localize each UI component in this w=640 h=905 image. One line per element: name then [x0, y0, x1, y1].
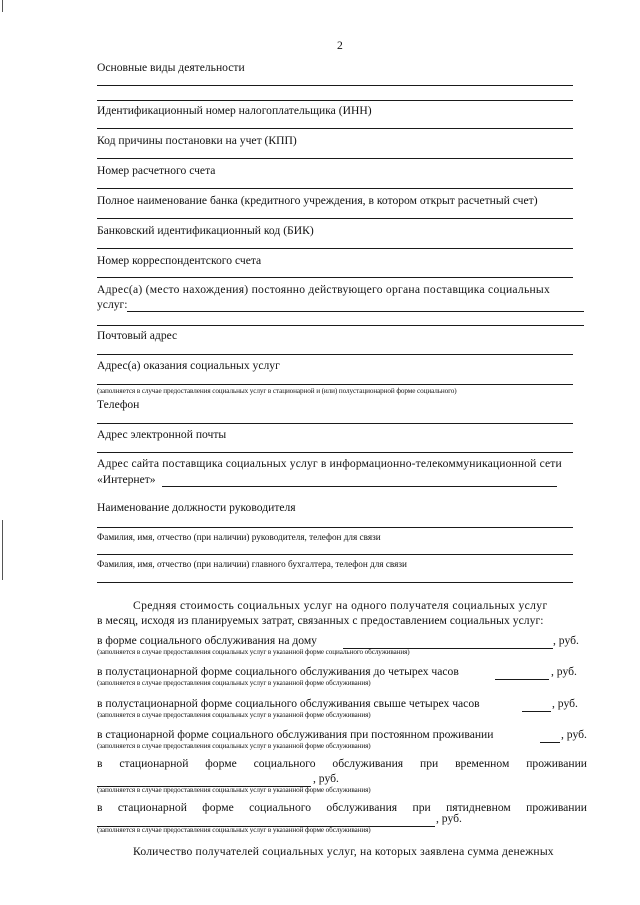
org-address-label-line2: услуг: — [97, 298, 128, 311]
cost-stat-permanent-label: в стационарной форме социального обслуживания при постоянном проживании — [97, 728, 494, 741]
website-label-line1: Адрес сайта поставщика социальных услуг в информационно-телекоммуникационной сети — [97, 457, 562, 470]
website-line — [162, 486, 557, 487]
scan-edge-mark — [2, 520, 3, 580]
accountant-name-label: Фамилия, имя, отчество (при наличии) главного бухгалтера, телефон для связи — [97, 559, 407, 569]
word: в — [97, 801, 103, 814]
main-activities-label: Основные виды деятельности — [97, 61, 245, 74]
cost-intro-line1: Средняя стоимость социальных услуг на одного получателя социальных услуг — [133, 599, 548, 612]
cost-stat-permanent-unit: , руб. — [561, 728, 587, 741]
phone-label: Телефон — [97, 398, 140, 411]
postal-address-line — [97, 354, 573, 355]
word: форме — [205, 757, 237, 770]
word: при — [412, 801, 431, 814]
inn-label: Идентификационный номер налогоплательщика (ИНН) — [97, 104, 372, 117]
cost-stat-temporary-note: (заполняется в случае предоставления социальных услуг в указанной форме обслуживания) — [97, 786, 371, 794]
org-address-label-line1: Адрес(а) (место нахождения) постоянно действующего органа поставщика социальных — [97, 283, 551, 296]
word: стационарной — [117, 801, 187, 814]
word: временном — [455, 757, 510, 770]
phone-line — [97, 423, 573, 424]
word: в — [97, 757, 103, 770]
website-label-line2: «Интернет» — [97, 473, 156, 486]
account-number-line — [97, 188, 573, 189]
main-activities-line-2 — [97, 100, 573, 101]
account-number-label: Номер расчетного счета — [97, 164, 216, 177]
kpp-label: Код причины постановки на учет (КПП) — [97, 134, 297, 147]
postal-address-label: Почтовый адрес — [97, 329, 178, 342]
word: социального — [253, 757, 316, 770]
bik-label: Банковский идентификационный код (БИК) — [97, 224, 314, 237]
cost-intro-line2: в месяц, исходя из планируемых затрат, связанных с предоставлением социальных услуг: — [97, 614, 544, 627]
main-activities-line-1 — [97, 85, 573, 86]
org-address-line-2 — [97, 325, 584, 326]
email-line — [97, 452, 573, 453]
corr-account-label: Номер корреспондентского счета — [97, 254, 262, 267]
page-number: 2 — [337, 39, 343, 52]
email-label: Адрес электронной почты — [97, 428, 227, 441]
word: пятидневном — [446, 801, 511, 814]
inn-line — [97, 128, 573, 129]
word: обслуживания — [332, 757, 404, 770]
cost-home-note: (заполняется в случае предоставления социальных услуг в указанной форме социального обслуживания) — [97, 648, 410, 656]
word: проживании — [526, 757, 587, 770]
cost-stat-permanent-note: (заполняется в случае предоставления социальных услуг в указанной форме обслуживания) — [97, 742, 371, 750]
cost-stat-temporary-label — [97, 757, 587, 770]
service-address-note: (заполняется в случае предоставления социальных услуг в стационарной и (или) полустационарной форме социального) — [97, 387, 457, 395]
corr-account-line — [97, 277, 573, 278]
head-position-line — [97, 527, 573, 528]
cost-stat-fiveday-unit: , руб. — [436, 812, 462, 825]
cost-semi-long-note: (заполняется в случае предоставления социальных услуг в указанной форме обслуживания) — [97, 711, 371, 719]
cost-stat-temporary-unit: , руб. — [313, 772, 339, 785]
cost-stat-permanent-field-line — [540, 742, 560, 743]
word: форме — [202, 801, 234, 814]
bik-line — [97, 248, 573, 249]
cost-semi-short-unit: , руб. — [551, 665, 577, 678]
cost-semi-long-unit: , руб. — [552, 697, 578, 710]
head-name-label: Фамилия, имя, отчество (при наличии) руководителя, телефон для связи — [97, 532, 381, 542]
word: социального — [249, 801, 312, 814]
word: обслуживания — [326, 801, 398, 814]
bank-name-line — [97, 218, 573, 219]
word: при — [419, 757, 439, 770]
cost-semi-short-note: (заполняется в случае предоставления социальных услуг в указанной форме обслуживания) — [97, 679, 371, 687]
cost-semi-long-label: в полустационарной форме социального обслуживания свыше четырех часов — [97, 697, 480, 710]
accountant-name-line — [97, 582, 573, 583]
org-address-line-1 — [127, 311, 584, 312]
scan-edge-mark — [2, 0, 3, 12]
bank-name-label: Полное наименование банка (кредитного учреждения, в котором открыт расчетный счет) — [97, 194, 538, 207]
cost-stat-fiveday-note: (заполняется в случае предоставления социальных услуг в указанной форме обслуживания) — [97, 826, 371, 834]
word: проживании — [526, 801, 587, 814]
head-position-label: Наименование должности руководителя — [97, 501, 296, 514]
cost-stat-fiveday-label — [97, 801, 587, 814]
recipients-count-label: Количество получателей социальных услуг, на которых заявлена сумма денежных — [133, 845, 554, 858]
kpp-line — [97, 158, 573, 159]
cost-semi-short-label: в полустационарной форме социального обслуживания до четырех часов — [97, 665, 459, 678]
cost-semi-short-field-line — [495, 679, 549, 680]
head-name-line — [97, 554, 573, 555]
cost-home-label: в форме социального обслуживания на дому — [97, 634, 317, 647]
cost-semi-long-field-line — [522, 711, 551, 712]
word: стационарной — [119, 757, 189, 770]
service-address-label: Адрес(а) оказания социальных услуг — [97, 359, 280, 372]
cost-home-unit: , руб. — [553, 634, 579, 647]
service-address-line — [97, 384, 573, 385]
